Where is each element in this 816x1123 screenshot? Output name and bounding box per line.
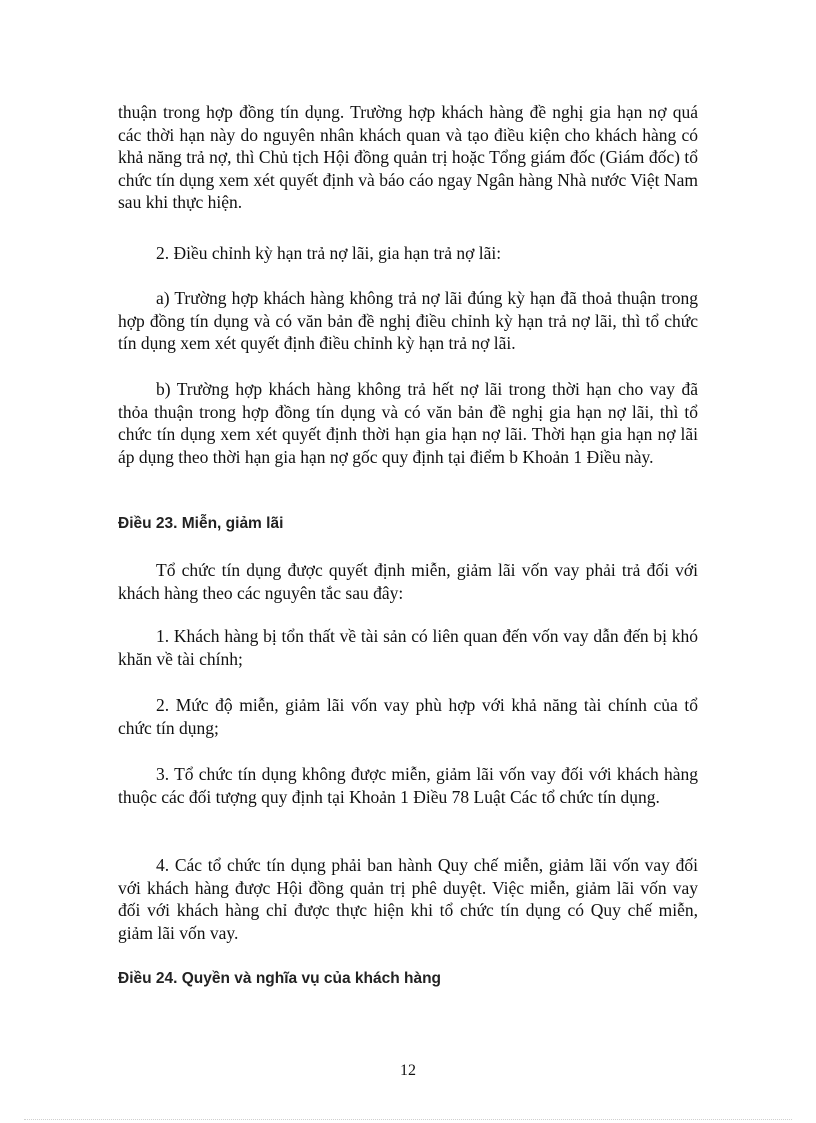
paragraph-clause-b: b) Trường hợp khách hàng không trả hết nợ lãi trong thời hạn cho vay đã thỏa thuận trong hợp đồng tín dụng và có văn bản đề nghị gia hạn nợ lãi, thì tổ chức tín dụng xem xét quyết định thời hạn gia hạn nợ lãi. Thời hạn gia hạn nợ lãi áp dụng theo thời hạn gia hạn nợ gốc quy định tại điểm b Khoản 1 Điều này. bbox=[118, 379, 698, 467]
article-24-heading: Điều 24. Quyền và nghĩa vụ của khách hàng bbox=[118, 970, 442, 987]
paragraph-interest-term-adjustment-heading: 2. Điều chỉnh kỳ hạn trả nợ lãi, gia hạn trả nợ lãi: bbox=[156, 243, 502, 263]
paragraph-principle-1: 1. Khách hàng bị tổn thất về tài sản có liên quan đến vốn vay dẫn đến bị khó khăn về tài chính; bbox=[118, 626, 698, 669]
paragraph-clause-a: a) Trường hợp khách hàng không trả nợ lãi đúng kỳ hạn đã thoả thuận trong hợp đồng tín dụng và có văn bản đề nghị điều chỉnh kỳ hạn trả nợ lãi, thì tổ chức tín dụng xem xét quyết định điều chỉnh kỳ hạn trả nợ lãi. bbox=[118, 288, 698, 353]
paragraph-interest-waiver-principles: Tổ chức tín dụng được quyết định miễn, giảm lãi vốn vay phải trả đối với khách hàng theo các nguyên tắc sau đây: bbox=[118, 560, 698, 603]
paragraph-principle-4: 4. Các tổ chức tín dụng phải ban hành Quy chế miễn, giảm lãi vốn vay đối với khách hàng được Hội đồng quản trị phê duyệt. Việc miễn, giảm lãi vốn vay đối với khách hàng chỉ được thực hiện khi tổ chức tín dụng có Quy chế miễn, giảm lãi vốn vay. bbox=[118, 855, 698, 943]
paragraph-principle-3: 3. Tổ chức tín dụng không được miễn, giảm lãi vốn vay đối với khách hàng thuộc các đối tượng quy định tại Khoản 1 Điều 78 Luật Các tổ chức tín dụng. bbox=[118, 764, 698, 807]
paragraph-debt-extension-continuation: thuận trong hợp đồng tín dụng. Trường hợp khách hàng đề nghị gia hạn nợ quá các thời hạn này do nguyên nhân khách quan và tạo điều kiện cho khách hàng có khả năng trả nợ, thì Chủ tịch Hội đồng quản trị hoặc Tổng giám đốc (Giám đốc) tổ chức tín dụng xem xét quyết định và báo cáo ngay Ngân hàng Nhà nước Việt Nam sau khi thực hiện. bbox=[118, 102, 698, 212]
page-bottom-divider bbox=[24, 1119, 792, 1120]
page-number: 12 bbox=[400, 1062, 416, 1079]
article-23-heading: Điều 23. Miễn, giảm lãi bbox=[118, 515, 284, 532]
paragraph-principle-2: 2. Mức độ miễn, giảm lãi vốn vay phù hợp với khả năng tài chính của tổ chức tín dụng; bbox=[118, 695, 698, 738]
